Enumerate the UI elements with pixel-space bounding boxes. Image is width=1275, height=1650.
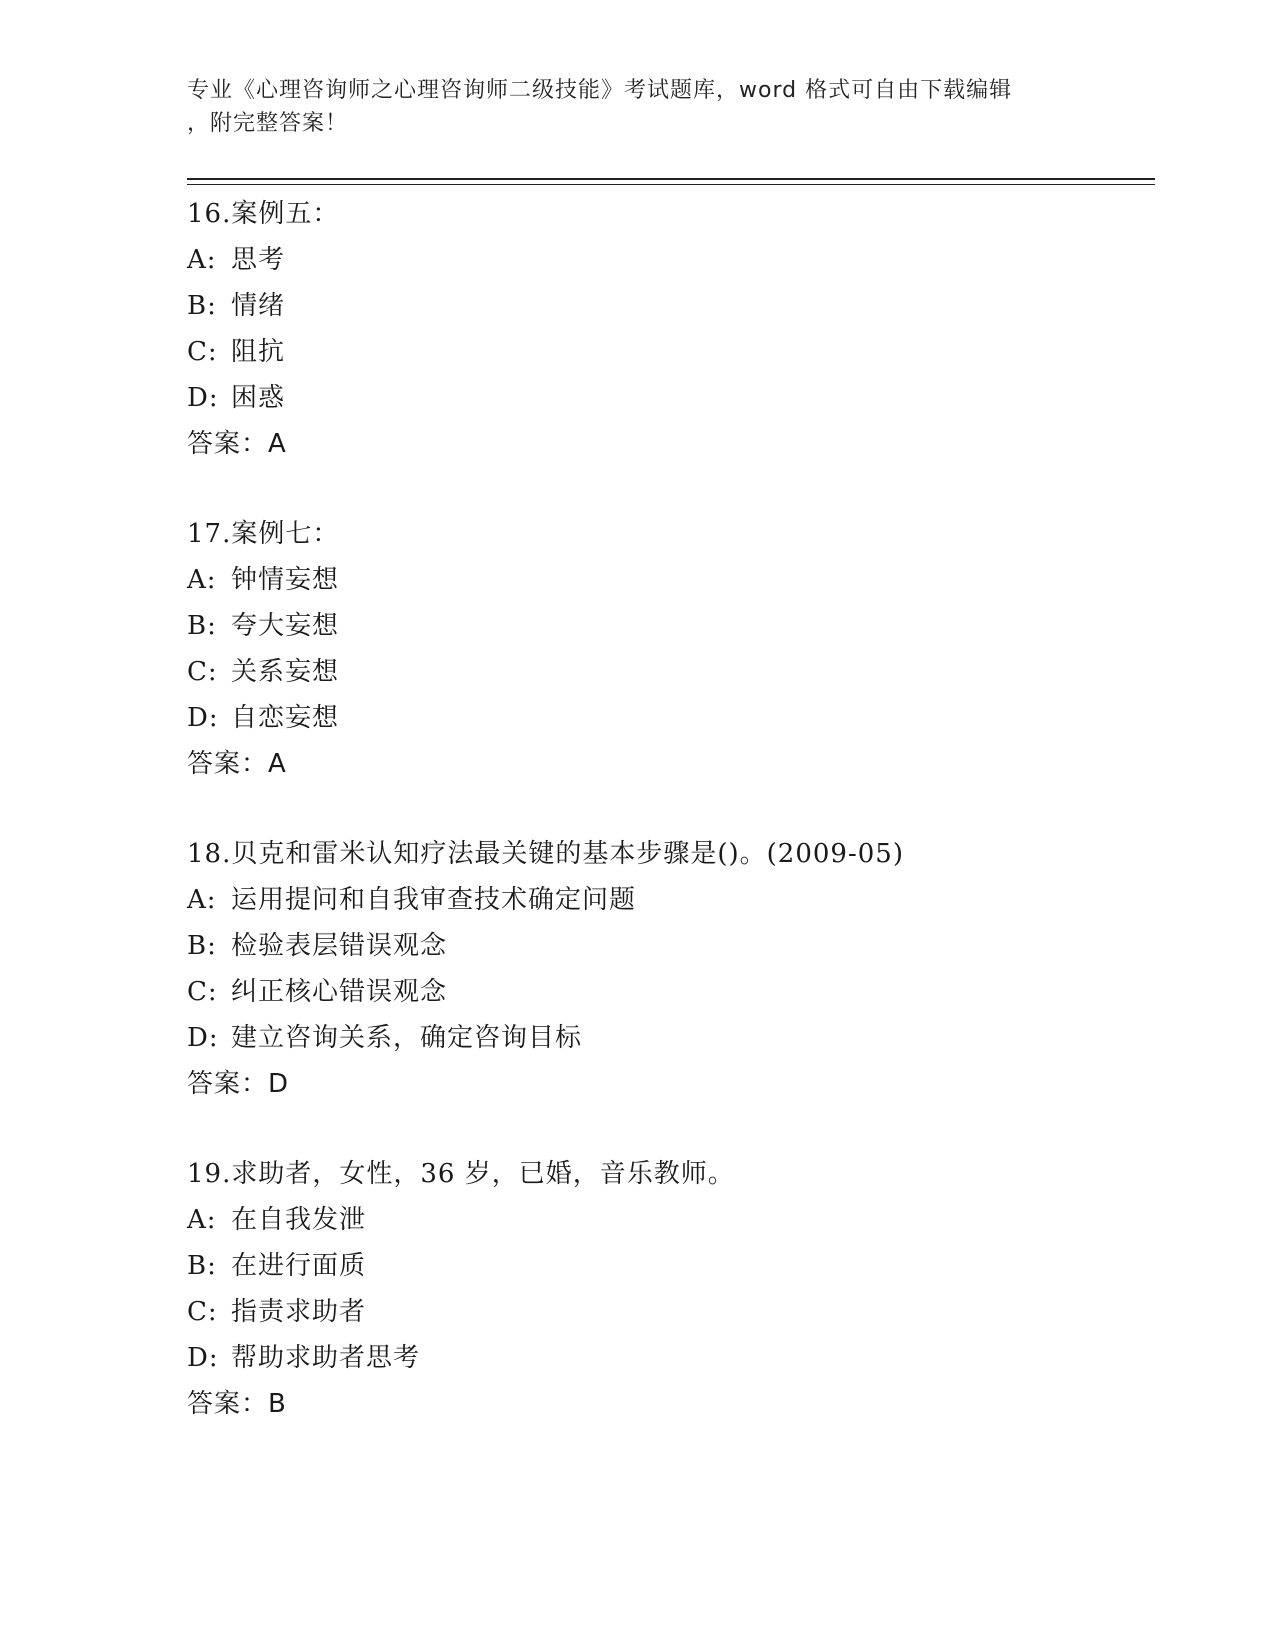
option-text: 思考: [231, 245, 286, 275]
option-key: B:: [187, 291, 217, 321]
answer-value: B: [268, 1389, 287, 1419]
document-header: [187, 74, 1087, 140]
option-key: C:: [187, 337, 218, 367]
option-key: A:: [187, 1205, 217, 1235]
answer-label: 答案：: [187, 749, 269, 779]
option-b: [187, 923, 1137, 969]
option-text: 指责求助者: [231, 1297, 367, 1327]
answer-line: [187, 1061, 1137, 1107]
answer-line: [187, 741, 1137, 787]
option-key: A:: [187, 565, 217, 595]
question-number: 19.: [187, 1159, 232, 1189]
question-stem: [187, 511, 1137, 557]
option-key: B:: [187, 931, 217, 961]
option-d: [187, 375, 1137, 421]
option-key: D:: [187, 1023, 219, 1053]
option-key: A:: [187, 245, 217, 275]
question-stem: [187, 191, 1137, 237]
option-text: 阻抗: [231, 337, 286, 367]
question-number: 18.: [187, 839, 232, 869]
option-a: [187, 237, 1137, 283]
question-number: 17.: [187, 519, 232, 549]
option-text: 检验表层错误观念: [231, 931, 448, 961]
question-stem: [187, 1151, 1137, 1197]
option-text: 建立咨询关系，确定咨询目标: [231, 1023, 583, 1053]
option-key: D:: [187, 383, 219, 413]
answer-value: D: [268, 1069, 290, 1099]
option-text: 纠正核心错误观念: [231, 977, 448, 1007]
option-c: [187, 969, 1137, 1015]
option-c: [187, 329, 1137, 375]
option-text: 关系妄想: [231, 657, 340, 687]
option-key: B:: [187, 1251, 217, 1281]
question-stem: [187, 831, 1137, 877]
question-17: [187, 511, 1137, 787]
header-line-2: ，附完整答案！: [187, 111, 349, 136]
header-line-1: 专业《心理咨询师之心理咨询师二级技能》考试题库，word 格式可自由下载编辑: [187, 78, 1013, 103]
option-b: [187, 283, 1137, 329]
question-16: [187, 191, 1137, 467]
option-key: C:: [187, 657, 218, 687]
option-d: [187, 695, 1137, 741]
answer-label: 答案：: [187, 1389, 269, 1419]
answer-line: [187, 1381, 1137, 1427]
option-a: [187, 1197, 1137, 1243]
option-d: [187, 1335, 1137, 1381]
question-text: 案例七：: [231, 519, 340, 549]
option-c: [187, 649, 1137, 695]
option-key: D:: [187, 1343, 219, 1373]
option-text: 情绪: [231, 291, 286, 321]
option-text: 帮助求助者思考: [231, 1343, 421, 1373]
option-text: 在自我发泄: [231, 1205, 367, 1235]
question-number: 16.: [187, 199, 232, 229]
option-key: C:: [187, 977, 218, 1007]
option-text: 运用提问和自我审查技术确定问题: [231, 885, 637, 915]
option-text: 困惑: [231, 383, 286, 413]
question-text: 贝克和雷米认知疗法最关键的基本步骤是()。(2009-05): [231, 839, 904, 869]
answer-line: [187, 421, 1137, 467]
answer-label: 答案：: [187, 429, 269, 459]
question-text: 案例五：: [231, 199, 340, 229]
option-a: [187, 877, 1137, 923]
answer-value: A: [268, 429, 287, 459]
option-c: [187, 1289, 1137, 1335]
option-text: 在进行面质: [231, 1251, 367, 1281]
option-d: [187, 1015, 1137, 1061]
header-divider: [187, 178, 1155, 185]
option-key: B:: [187, 611, 217, 641]
option-key: D:: [187, 703, 219, 733]
option-text: 夸大妄想: [231, 611, 340, 641]
option-key: A:: [187, 885, 217, 915]
option-key: C:: [187, 1297, 218, 1327]
answer-value: A: [268, 749, 287, 779]
option-text: 自恋妄想: [231, 703, 340, 733]
option-b: [187, 603, 1137, 649]
answer-label: 答案：: [187, 1069, 269, 1099]
question-19: [187, 1151, 1137, 1427]
question-18: [187, 831, 1137, 1107]
question-text: 求助者，女性，36 岁，已婚，音乐教师。: [231, 1159, 735, 1189]
option-text: 钟情妄想: [231, 565, 340, 595]
option-b: [187, 1243, 1137, 1289]
option-a: [187, 557, 1137, 603]
